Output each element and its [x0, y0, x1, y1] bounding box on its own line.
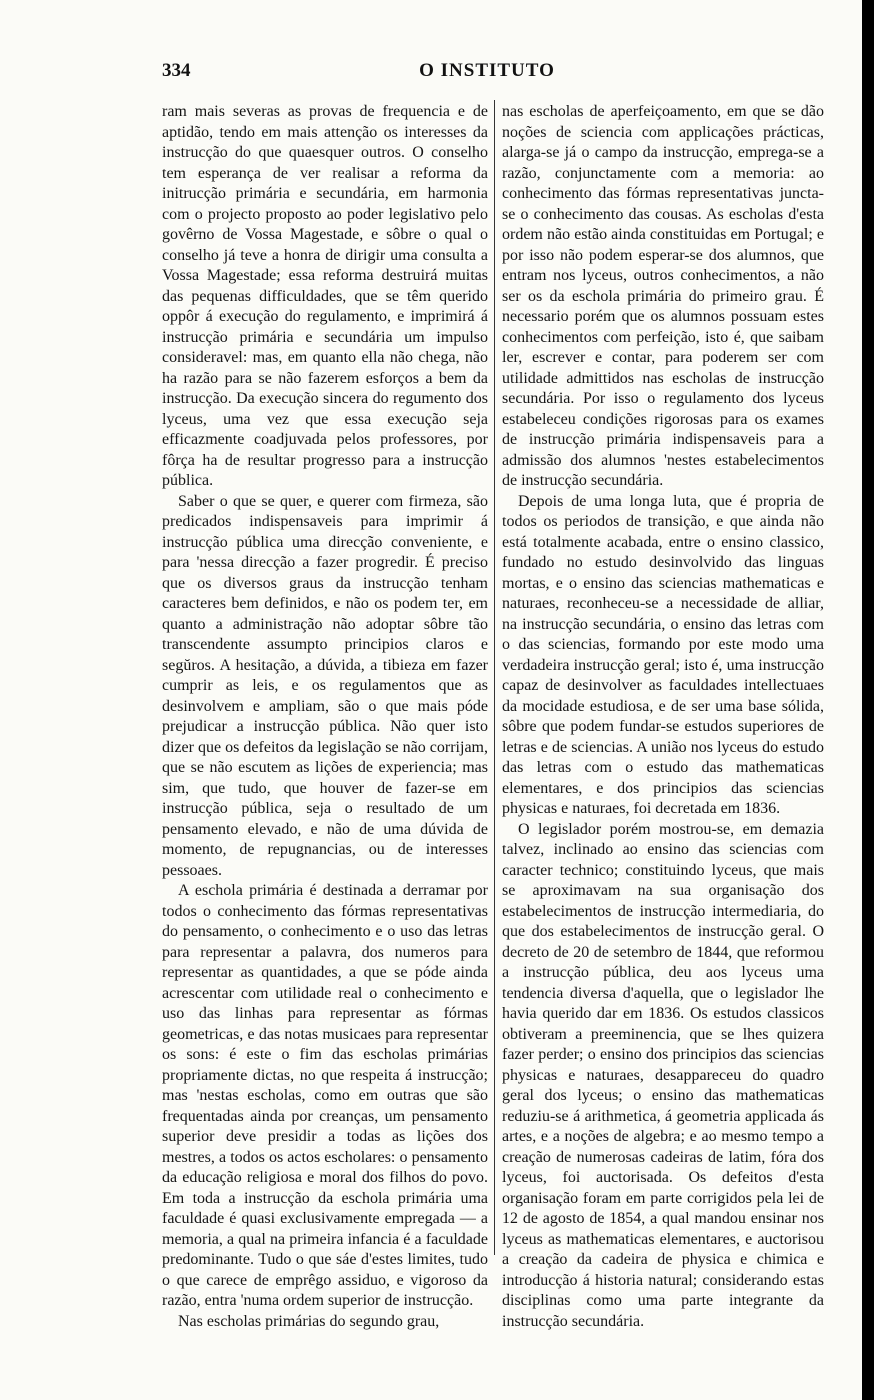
- paragraph: A eschola primária é destinada a derramar por todos o conhecimento das fórmas representativas do pensamento, o conhecimento e o uso das letras para representar a palavra, dos numeros para representar as quantidades, a que se póde ainda acrescentar com utilidade real o conhecimento e uso das linhas para representar as fórmas geometricas, e das notas musicaes para representar os sons: é este o fim das escholas primárias propriamente dictas, no que respeita á instrucção; mas 'nestas escholas, como em outras que são frequentadas ainda por creanças, um pensamento superior deve presidir a todas as lições dos mestres, a todos os actos escholares: o pensamento da educação religiosa e moral dos filhos do povo. Em toda a instrucção da eschola primária uma faculdade é quasi exclusivamente empregada — a memoria, a qual na primeira infancia é a faculdade predominante. Tudo o que sáe d'estes limites, tudo o que carece de emprêgo assiduo, e vigoroso da razão, entra 'numa ordem superior de instrucção.: [162, 882, 488, 1309]
- page-number: 334: [162, 60, 191, 81]
- right-column: [502, 102, 824, 1332]
- scan-border: [862, 0, 874, 1400]
- running-title: O INSTITUTO: [419, 60, 555, 81]
- paragraph: Saber o que se quer, e querer com firmeza, são predicados indispensaveis para imprimir á instrucção pública uma direcção conveniente, e para 'nessa direcção a fazer progredir. É preciso que os diversos graus da instrucção tenham caracteres bem definidos, e não os podem ter, em quanto a administração não adoptar sôbre tão transcendente assumpto principios claros e segŭros. A hesitação, a dúvida, a tibieza em fazer cumprir as leis, e os regulamentos que as desinvolvem e ampliam, são o que mais póde prejudicar a instrucção pública. Não quer isto dizer que os defeitos da legislação se não corrijam, que se não escutem as lições de experiencia; mas sim, que tudo, que houver de fazer-se em instrucção pública, seja o resultado de um pensamento elevado, e não de uma dúvida de momento, de repugnancias, ou de interesses pessoaes.: [162, 492, 488, 879]
- column-divider: [494, 100, 495, 1255]
- left-column: [162, 102, 488, 1332]
- paragraph: nas escholas de aperfeiçoamento, em que se dão noções de sciencia com applicações prácticas, alarga-se já o campo da instrucção, emprega-se a razão, conjunctamente com a memoria: ao conhecimento das fórmas representativas juncta-se o conhecimento das cousas. As escholas d'esta ordem não estão ainda constituidas em Portugal; e por isso não podem esperar-se dos alumnos, que entram nos lyceus, outros conhecimentos, a não ser os da eschola primária do primeiro grau. É necessario porém que os alumnos possuam estes conhecimentos com perfeição, isto é, que saibam ler, escrever e contar, para poderem ser com utilidade admittidos nas escholas de instrucção secundária. Por isso o regulamento dos lyceus estabeleceu condições rigorosas para os exames de instrucção primária indispensaveis para a admissão dos alumnos 'nestes estabelecimentos de instrucção secundária.: [502, 103, 824, 489]
- paragraph: ram mais severas as provas de frequencia e de aptidão, tendo em mais attenção os interesses da instrucção do que quaesquer outros. O conselho tem esperança de ver realisar a reforma da initrucção primária e secundária, em harmonia com o projecto proposto ao poder legislativo pelo govêrno de Vossa Magestade, e sôbre o qual o conselho já teve a honra de dirigir uma consulta a Vossa Magestade; essa reforma destruirá muitas das pequenas difficuldades, que se têm querido oppôr á execução do regulamento, e imprimirá á instrucção primária e secundária um impulso consideravel: mas, em quanto ella não chega, não ha razão para se não fazerem esforços a bem da instrucção. Da execução sincera do regumento dos lyceus, uma vez que essa execução seja efficazmente coadjuvada pelos professores, por fôrça ha de resultar progresso para a instrucção pública.: [162, 103, 488, 489]
- paragraph: Nas escholas primárias do segundo grau,: [178, 1312, 440, 1330]
- paragraph: Depois de uma longa luta, que é propria de todos os periodos de transição, e que ainda não está totalmente acabada, entre o ensino classico, fundado no estudo desinvolvido das linguas mortas, e o ensino das sciencias mathematicas e naturaes, reconheceu-se a necessidade de alliar, na instrucção secundária, o ensino das letras com o das sciencias, formando por este modo uma verdadeira instrucção geral; isto é, uma instrucção capaz de desinvolver as faculdades intellectuaes da mocidade estudiosa, e de ser uma base sólida, sôbre que podem fundar-se estudos superiores de letras e de sciencias. A união nos lyceus do estudo das letras com o estudo das mathematicas elementares, e dos principios das sciencias physicas e naturaes, foi decretada em 1836.: [502, 492, 824, 817]
- page-header: [162, 60, 812, 90]
- paragraph: O legislador porém mostrou-se, em demazia talvez, inclinado ao ensino das sciencias com caracter technico; constituindo lyceus, que mais se aproximavam na sua organisação dos estabelecimentos de instrucção intermediaria, do que dos estabelecimentos de instrucção geral. O decreto de 20 de setembro de 1844, que reformou a instrucção pública, deu aos lyceus uma tendencia diversa d'aquella, que o legislador lhe havia querido dar em 1836. Os estudos classicos obtiveram a preeminencia, que se lhes quizera fazer perder; o ensino dos principios das sciencias physicas e naturaes, desappareceu do quadro geral dos lyceus; o ensino das mathematicas reduziu-se á arithmetica, á geometria applicada ás artes, e a noções de algebra; e ao mesmo tempo a creação de numerosas cadeiras de latim, fóra dos lyceus, foi auctorisada. Os defeitos d'esta organisação foram em parte corrigidos pela lei de 12 de agosto de 1854, a qual mandou ensinar nos lyceus as mathematicas elementares, e auctorisou a creação da cadeira de physica e chimica e introducção á historia natural; considerando estas disciplinas como uma parte integrante da instrucção secundária.: [502, 820, 824, 1330]
